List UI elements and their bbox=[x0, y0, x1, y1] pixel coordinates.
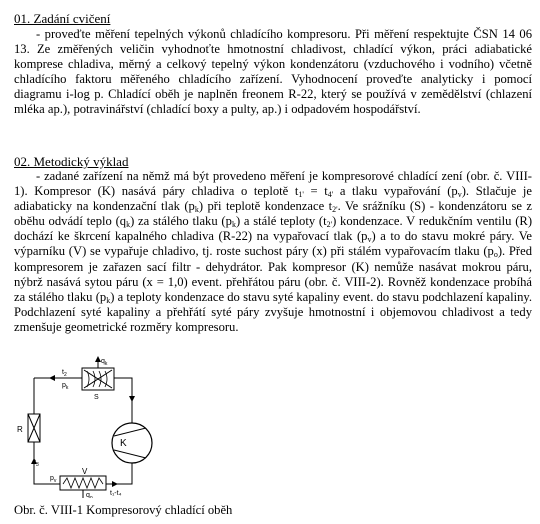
text-run: - zadané zařízení na němž má být provedeno měření je kompresorové chladící zení (obr. č. VIII-1). Kompresor (K) nasává páry chladiva o teplotě t bbox=[14, 169, 532, 199]
subscript: 2' bbox=[326, 220, 333, 230]
expansion-valve-r bbox=[28, 414, 40, 442]
text-run: ). Před kompresorem je zařazen sací filtr - dehydrátor. Pak kompresor (K) nemůže nasávat mokrou páru, nýbrž nasává sytou páru (x = 1,0) event. přehřátou páru (obr. č. VIII-2). Rovněž kondenzace probíhá za stálého tlaku (p bbox=[14, 244, 533, 304]
text-run: . Ve srážníku (S) - kondenzátoru se z oběhu odvádí teplo (q bbox=[14, 199, 532, 229]
text-run: = t bbox=[303, 184, 328, 199]
compressor-circle bbox=[112, 423, 152, 463]
subscript: v bbox=[367, 235, 372, 245]
arrow-left-top bbox=[49, 375, 55, 381]
subscript: k bbox=[106, 295, 111, 305]
subscript: k bbox=[194, 205, 199, 215]
evaporator-v bbox=[60, 476, 106, 498]
subscript: k bbox=[126, 220, 131, 230]
section-body-metodicky-vyklad bbox=[14, 169, 532, 335]
subscript: o bbox=[493, 250, 498, 260]
condenser-s bbox=[82, 356, 114, 390]
text-run: ) a to do stavu mokré páry. Ve výparníku (V) se vypařuje chladivo, tj. roste suchost páry (x) při stálém vypařovacím tlaku (p bbox=[14, 229, 532, 259]
pipe-top-right bbox=[114, 378, 132, 423]
label-t2: $t_2$ bbox=[62, 369, 67, 378]
label-s: S bbox=[94, 394, 99, 401]
arrow-right-bottom bbox=[112, 481, 118, 487]
text-run: ). Stlačuje je adiabaticky na kondenzační tlak (p bbox=[14, 184, 533, 214]
label-qk: $q_k$ bbox=[101, 358, 108, 367]
arrow-down-right bbox=[129, 396, 135, 402]
label-r: R bbox=[17, 425, 23, 434]
text-run: ) a teploty kondenzace do stavu syté kapaliny event. do stavu podchlazení kapaliny. Podchlazení syté kapaliny a přehřátí syté páry zvyšuje hmotnostní i objemovou chladivost a tedy zmenšuje geometrické rozměry kompresoru. bbox=[14, 289, 532, 334]
figure-caption: Obr. č. VIII-1 Kompresorový chladící oběh bbox=[14, 503, 233, 517]
label-pv: $p_v$ bbox=[50, 475, 57, 484]
zadani-text: - proveďte měření tepelných výkonů chladícího kompresoru. Při měření respektujte ČSN 14 06 13. Ze změřených veličin vyhodnoťte hmotnostní chladivost, chladící výkon, práci adiabatické komprese chladiva, měrný a celkový tepelný výkon kondenzátoru (vzduchového i vodního) včetně chladícího faktoru měřeného chladícího zařízení. Vyhodnocení proveďte analyticky i pomocí diagramu i-log p. Chladící oběh je naplněn freonem R-22, který se používá v zemědělství (chlazení mléka ap.), potravinářství (chladící boxy a pulty, ap.) i odpadovém hospodářství. bbox=[14, 27, 532, 117]
section-body-zadani bbox=[14, 27, 532, 118]
text-run: a tlaku vypařování (p bbox=[333, 184, 458, 199]
label-k: K bbox=[120, 438, 127, 449]
label-t3: $t_3$ bbox=[34, 459, 39, 468]
label-v: V bbox=[82, 467, 88, 476]
label-qo: $q_o$ bbox=[86, 492, 93, 498]
label-t1-t4: t₁-t₄ bbox=[110, 490, 122, 497]
subscript: k bbox=[231, 220, 236, 230]
subscript: 2' bbox=[332, 205, 338, 215]
compressor-k bbox=[112, 423, 152, 463]
label-pk: $p_k$ bbox=[62, 382, 69, 391]
subscript: 4' bbox=[327, 190, 334, 200]
text-run: ) za stálého tlaku (p bbox=[130, 214, 232, 229]
text-run: ) kondenzace. V redukčním ventilu (R) dochází ke škrcení kapalného chladiva (R-22) na vypařovací tlak (p bbox=[14, 214, 533, 244]
pipe-bottom-right bbox=[106, 463, 132, 484]
text-run: ) a stálé teploty (t bbox=[235, 214, 327, 229]
refrigeration-cycle-diagram bbox=[10, 356, 160, 498]
section-heading-metodicky-vyklad: 02. Metodický výklad bbox=[14, 154, 129, 169]
section-heading-zadani: 01. Zadání cvičení bbox=[14, 11, 111, 26]
subscript: 1' bbox=[298, 190, 304, 200]
subscript: v bbox=[457, 190, 462, 200]
text-run: ) při teplotě kondenzace t bbox=[198, 199, 333, 214]
